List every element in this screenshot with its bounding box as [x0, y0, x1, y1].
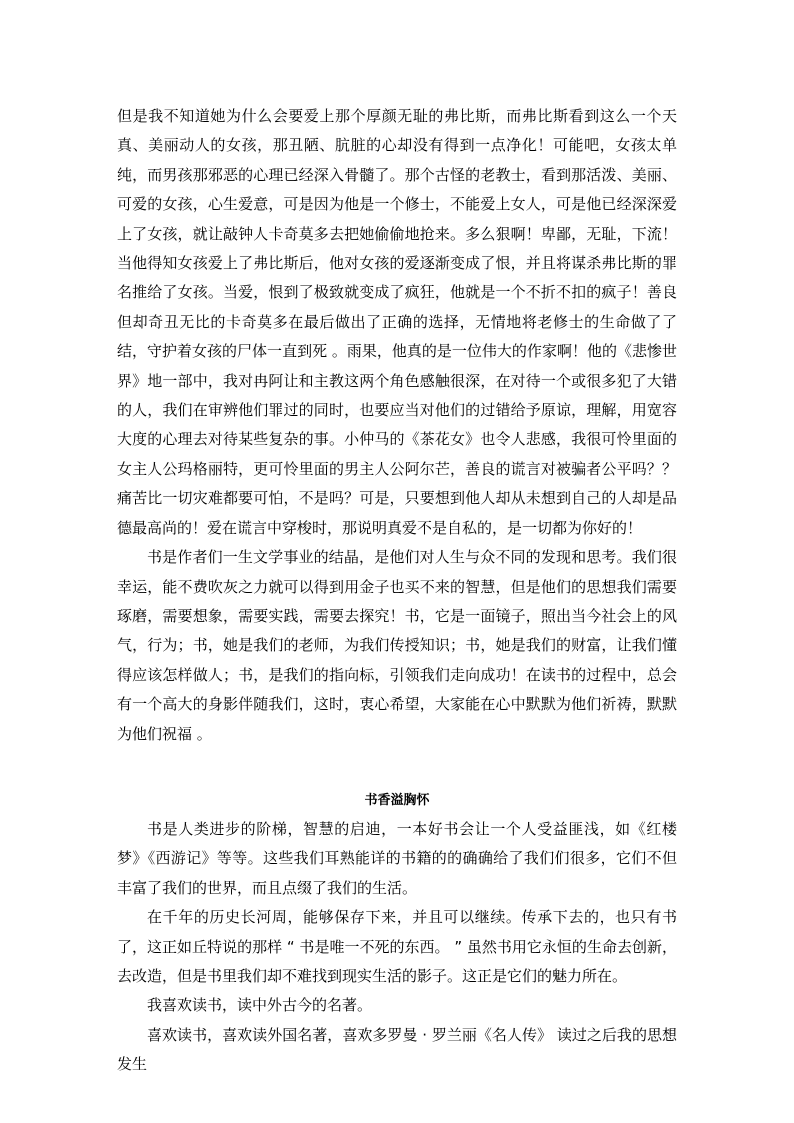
paragraph-history: 在千年的历史长河周，能够保存下来，并且可以继续。传承下去的，也只有书了，这正如丘特说的那样 “ 书是唯一不死的东西。 ” 虽然书用它永恒的生命去创新，去改造，但是书里我们却不难找到现实生活的影子。这正是它们的魅力所在。	[117, 908, 677, 985]
essay-title: 书香溢胸怀	[364, 792, 430, 808]
document-page	[117, 102, 677, 1080]
paragraph-books-reflection: 书是作者们一生文学事业的结晶，是他们对人生与众不同的发现和思考。我们很幸运，能不费吹灰之力就可以得到用金子也买不来的智慧，但是他们的思想我们需要琢磨，需要想象，需要实践，需要去探究！书，它是一面镜子，照出当今社会上的风气，行为；书，她是我们的老师，为我们传授知识；书，她是我们的财富，让我们懂得应该怎样做人；书，是我们的指向标，引领我们走向成功！在读书的过程中，总会有一个高大的身影伴随我们，这时，衷心希望，大家能在心中默默为他们祈祷，默默为他们祝福 。	[117, 548, 677, 743]
paragraph-foreign-classics: 喜欢读书，喜欢读外国名著，喜欢多罗曼 · 罗兰丽《名人传》 读过之后我的思想发生	[117, 1025, 677, 1074]
paragraph-hunchback-review: 但是我不知道她为什么会要爱上那个厚颜无耻的弗比斯，而弗比斯看到这么一个天真、美丽动人的女孩，那丑陋、肮脏的心却没有得到一点净化！可能吧，女孩太单纯，而男孩那邪恶的心理已经深入骨髓了。那个古怪的老教士，看到那活泼、美丽、可爱的女孩，心生爱意，可是因为他是一个修士，不能爱上女人，可是他已经深深爱上了女孩，就让敲钟人卡奇莫多去把她偷偷地抢来。多么狠啊！卑鄙，无耻，下流！当他得知女孩爱上了弗比斯后，他对女孩的爱逐渐变成了恨，并且将谋杀弗比斯的罪名推给了女孩。当爱，恨到了极致就变成了疯狂，他就是一个不折不扣的疯子！善良但却奇丑无比的卡奇莫多在最后做出了正确的选择，无情地将老修士的生命做了了结，守护着女孩的尸体一直到死 。雨果，他真的是一位伟大的作家啊！他的《悲惨世界》地一部中，我对冉阿让和主教这两个角色感触很深，在对待一个或很多犯了大错 的人，我们在审辨他们罪过的同时，也要应当对他们的过错给予原谅，理解，用宽容大度的心理去对待某些复杂的事。小仲马的《茶花女》也令人悲感，我很可怜里面的女主人公玛格丽特，更可怜里面的男主人公阿尔芒，善良的谎言对被骗者公平吗？？痛苦比一切灾难都要可怕，不是吗？可是，只要想到他人却从未想到自己的人却是品德最高尚的！爱在谎言中穿梭时，那说明真爱不是自私的，是一切都为你好的！	[117, 107, 677, 537]
paragraph-intro: 书是人类进步的阶梯，智慧的启迪，一本好书会让一个人受益匪浅，如《红楼梦》《西游记》等等。这些我们耳熟能详的书籍的的确确给了我们们很多，它们不但丰富了我们的世界，而且点缀了我们的生活。	[117, 819, 677, 897]
paragraph-like-reading: 我喜欢读书，读中外古今的名著。	[147, 996, 373, 1015]
section-spacer	[117, 749, 677, 773]
